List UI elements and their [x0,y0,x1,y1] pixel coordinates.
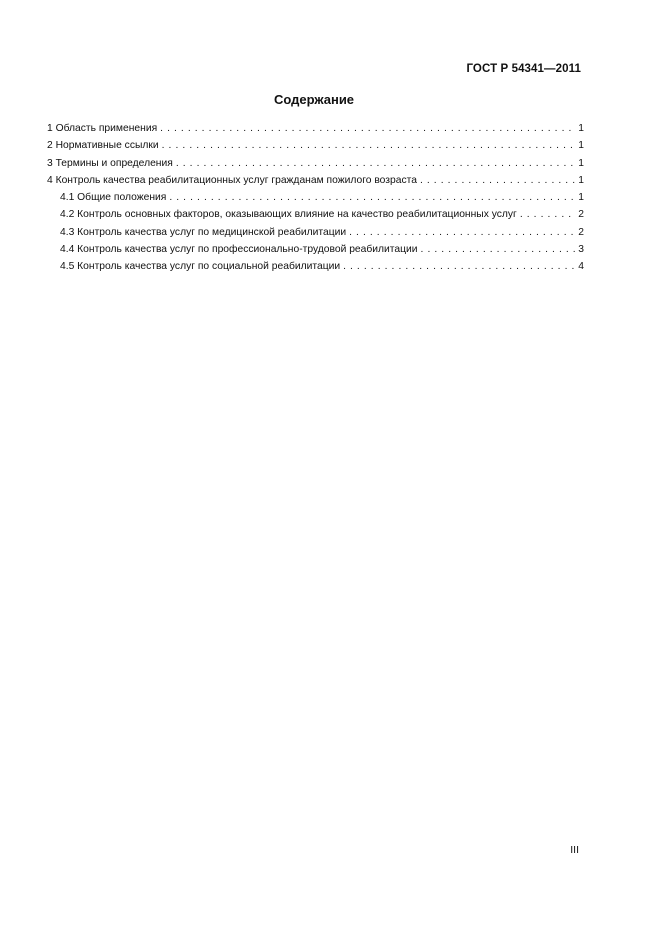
toc-leader-dots [176,155,575,172]
toc-leader-dots [162,137,575,154]
toc-leader-dots [349,224,575,241]
toc-entry-page: 1 [578,192,584,204]
toc-entry-4-4[interactable] [47,241,584,258]
toc-entry-page: 1 [578,123,584,134]
toc-leader-dots [520,206,575,223]
toc-entry-page: 4 [578,261,584,273]
page-number: III [570,844,579,856]
toc-entry-label: 1 Область применения [47,123,158,134]
toc-entry-4-1[interactable] [47,189,584,206]
toc-entry-page: 1 [578,140,584,152]
toc-leader-dots [169,189,575,206]
toc-entry-label: 2 Нормативные ссылки [47,140,159,152]
toc-leader-dots [160,120,575,137]
toc-entry-4-5[interactable] [47,258,584,275]
table-of-contents [47,120,584,276]
document-code: ГОСТ Р 54341—2011 [466,63,581,75]
toc-entry-label: 3 Термины и определения [47,157,173,169]
toc-entry-4[interactable] [47,172,584,189]
toc-leader-dots [421,241,575,258]
toc-entry-label: 4.3 Контроль качества услуг по медицинской реабилитации [60,226,347,238]
toc-entry-4-3[interactable] [47,224,584,241]
toc-entry-label: 4.1 Общие положения [60,192,167,204]
toc-entry-2[interactable] [47,137,584,154]
toc-entry-label: 4 Контроль качества реабилитационных услуг гражданам пожилого возраста [47,174,417,186]
toc-entry-label: 4.4 Контроль качества услуг по профессионально-трудовой реабилитации [60,244,418,256]
toc-entry-4-2[interactable] [47,206,584,223]
toc-leader-dots [420,172,575,189]
toc-entry-label: 4.2 Контроль основных факторов, оказывающих влияние на качество реабилитационных услуг [60,209,517,221]
toc-entry-page: 1 [578,157,584,169]
toc-entry-3[interactable] [47,155,584,172]
toc-entry-page: 1 [578,174,584,186]
toc-entry-label: 4.5 Контроль качества услуг по социальной реабилитации [60,261,341,273]
toc-entry-1[interactable] [47,120,584,137]
toc-title: Содержание [273,92,355,107]
toc-entry-page: 2 [578,226,584,238]
toc-entry-page: 2 [578,209,584,221]
toc-entry-page: 3 [578,244,584,256]
toc-leader-dots [343,258,575,275]
